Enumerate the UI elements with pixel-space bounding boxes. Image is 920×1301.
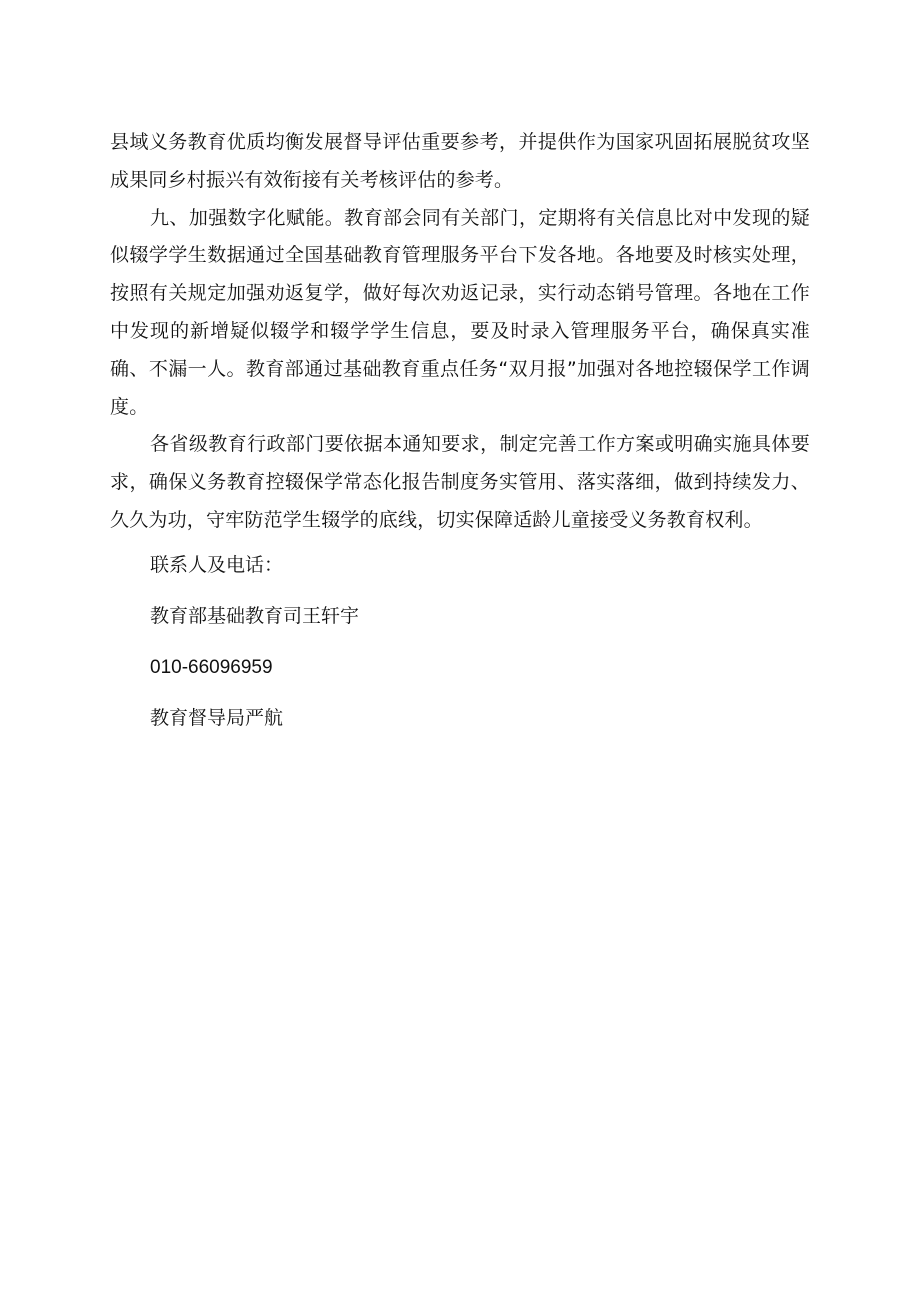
contact-block: [110, 540, 810, 744]
contact-person-2: 教育督导局严航: [150, 706, 284, 729]
contact-phone-1: 010-66096959: [150, 656, 273, 678]
paragraph-provincial-requirements: 各省级教育行政部门要依据本通知要求，制定完善工作方案或明确实施具体要求，确保义务教育控辍保学常态化报告制度务实管用、落实落细，做到持续发力、久久为功，守牢防范学生辍学的底线，切实保障适龄儿童接受义务教育权利。: [110, 433, 810, 531]
contact-label: 联系人及电话：: [150, 553, 284, 576]
contact-person-1: 教育部基础教育司王轩宇: [150, 604, 360, 627]
paragraph-digital-empowerment: 九、加强数字化赋能。教育部会同有关部门，定期将有关信息比对中发现的疑似辍学学生数据通过全国基础教育管理服务平台下发各地。各地要及时核实处理，按照有关规定加强劝返复学，做好每次劝返记录，实行动态销号管理。各地在工作中发现的新增疑似辍学和辍学学生信息，要及时录入管理服务平台，确保真实准确、不漏一人。教育部通过基础教育重点任务“双月报”加强对各地控辍保学工作调度。: [110, 206, 810, 418]
document-body: [110, 124, 810, 744]
paragraph-continuation: 县域义务教育优质均衡发展督导评估重要参考，并提供作为国家巩固拓展脱贫攻坚成果同乡村振兴有效衔接有关考核评估的参考。: [110, 131, 810, 191]
